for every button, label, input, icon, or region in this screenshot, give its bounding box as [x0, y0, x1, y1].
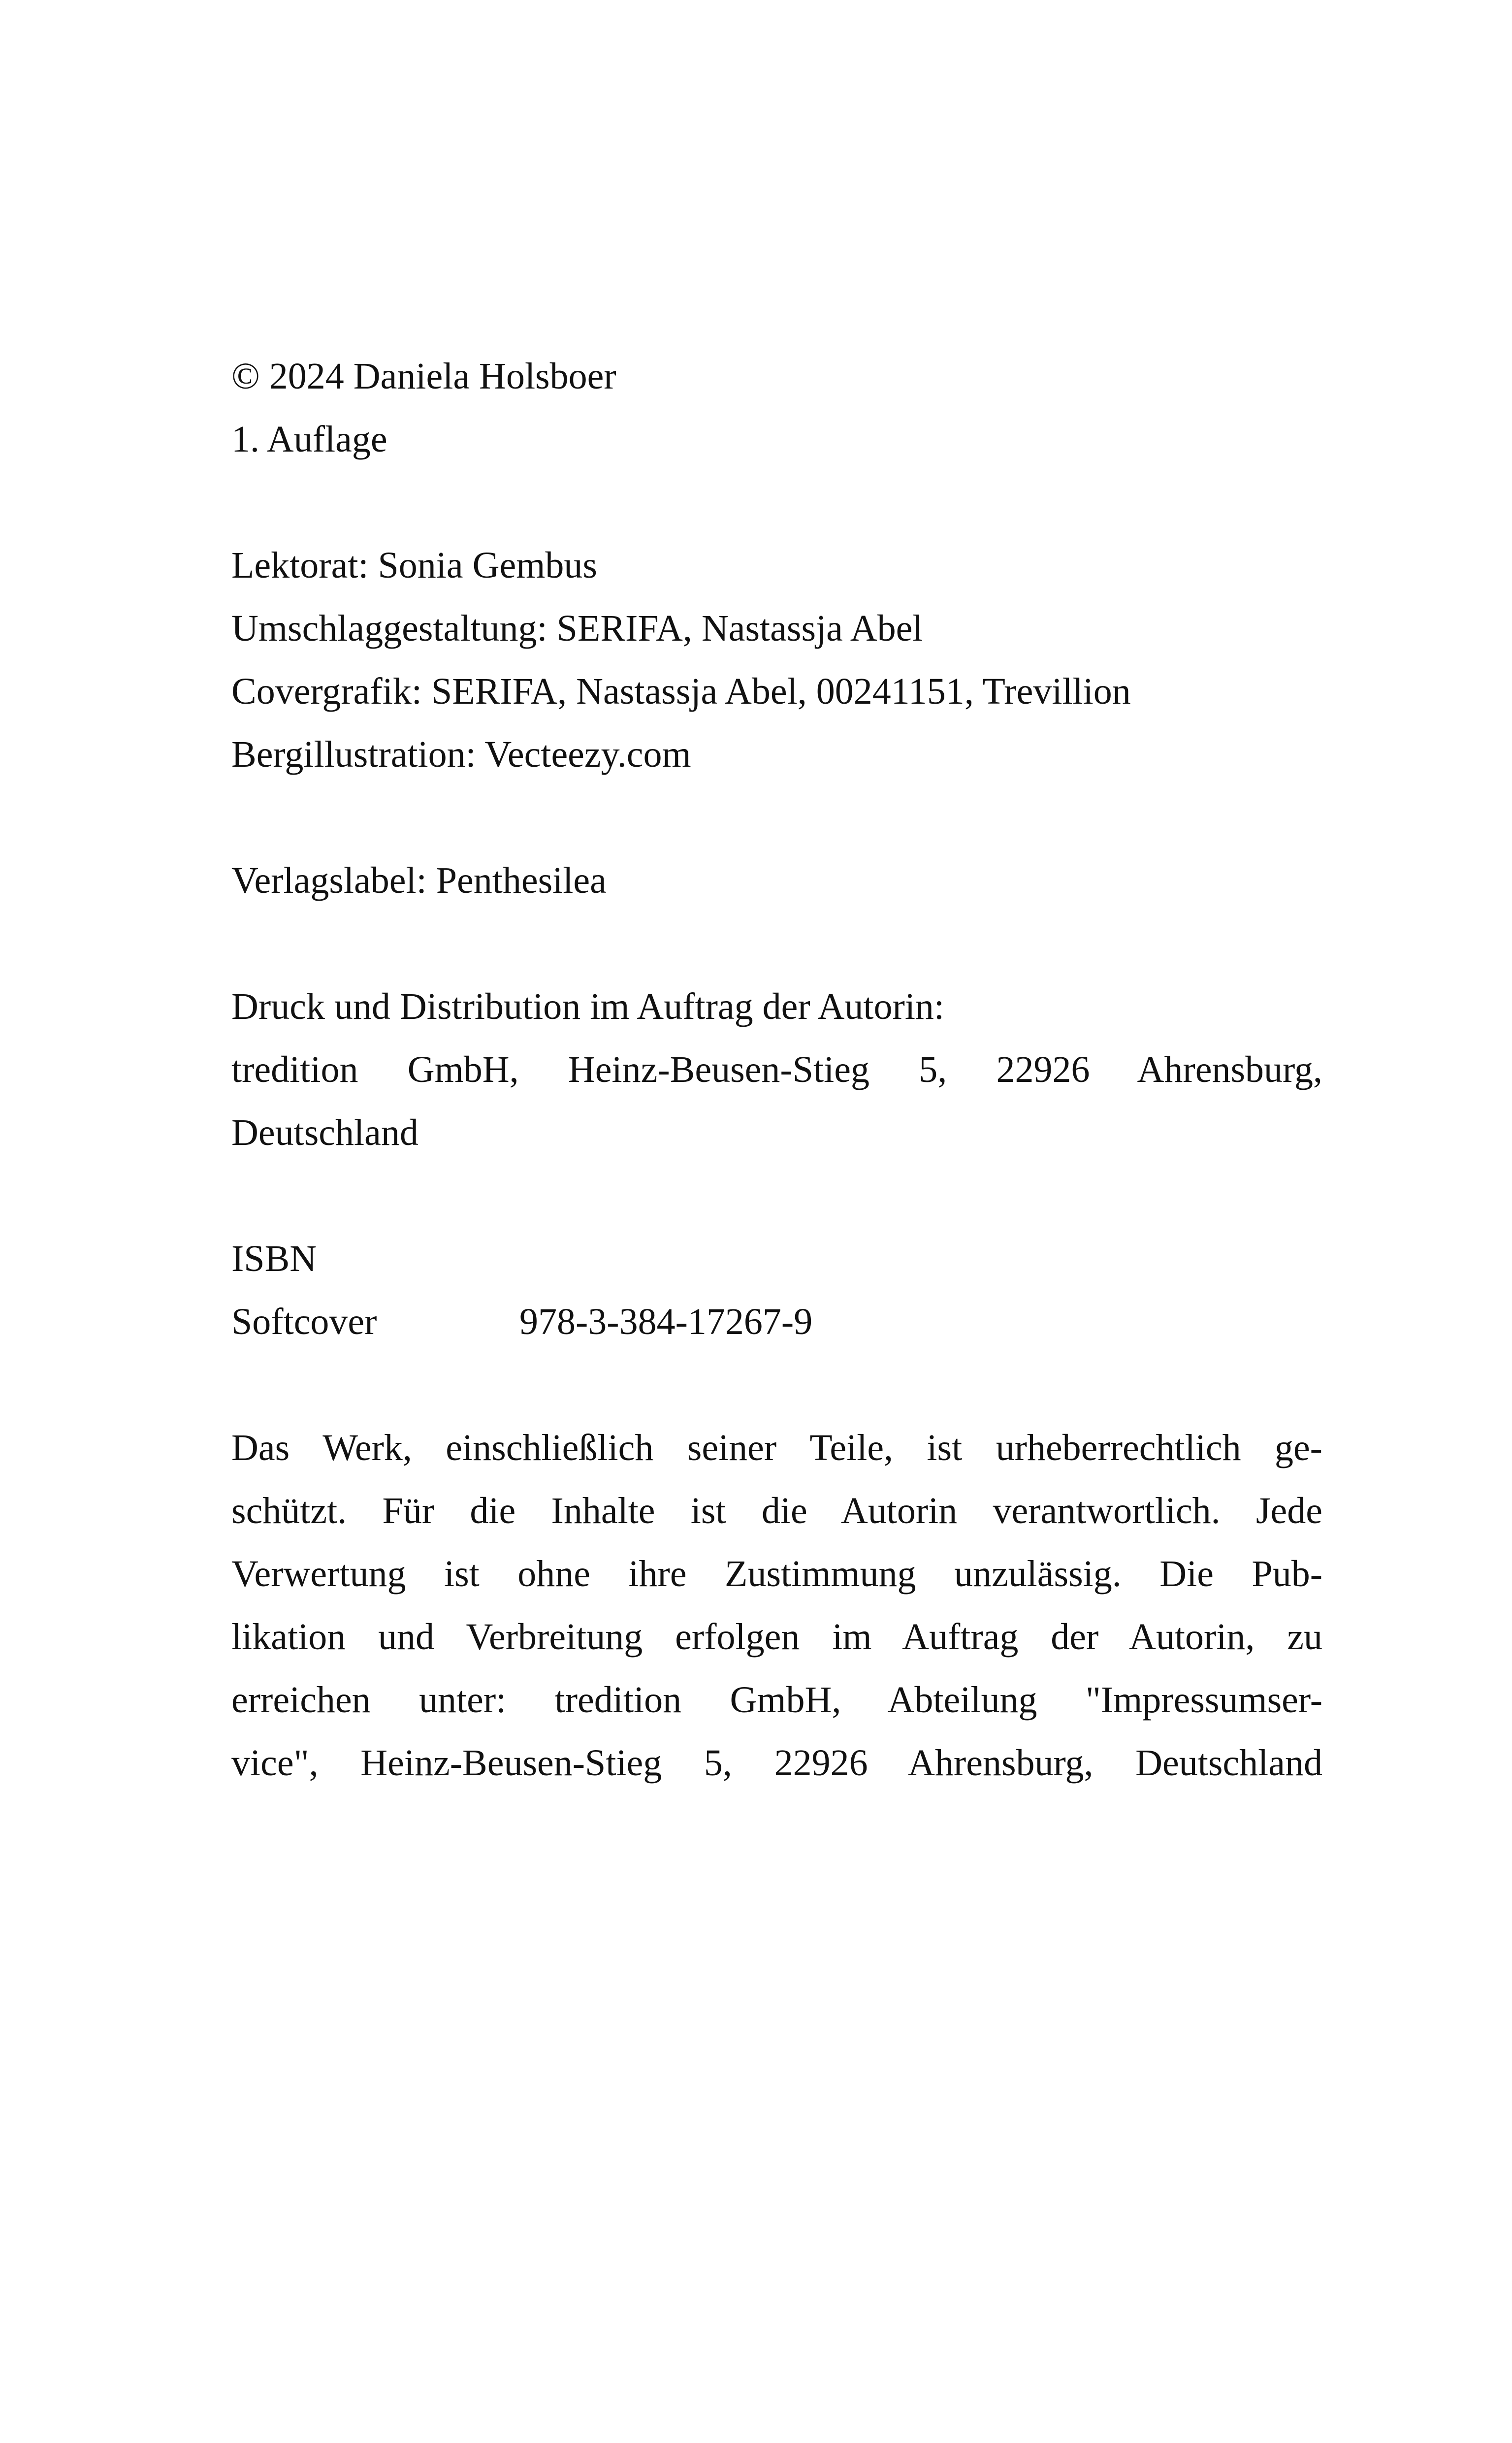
credit-line-bergillustration: Bergillustration: Vecteezy.com [231, 734, 691, 775]
isbn-block [231, 1227, 1322, 1353]
legal-paragraph-line: erreichen unter: tredition GmbH, Abteilung "Impressumser- [231, 1679, 1322, 1721]
publisher-label-block [231, 849, 1322, 912]
legal-paragraph-line: Verwertung ist ohne ihre Zustimmung unzulässig. Die Pub- [231, 1553, 1322, 1595]
isbn-number: 978-3-384-17267-9 [519, 1301, 813, 1342]
credits-block [231, 534, 1322, 786]
isbn-format-label: Softcover [231, 1301, 377, 1342]
print-distribution-heading: Druck und Distribution im Auftrag der Autorin: [231, 986, 945, 1027]
print-distribution-block [231, 975, 1322, 1164]
legal-paragraph-line: schützt. Für die Inhalte ist die Autorin verantwortlich. Jede [231, 1490, 1322, 1531]
legal-notice-block [231, 1416, 1322, 1794]
publisher-label-line: Verlagslabel: Penthesilea [231, 860, 607, 901]
copyright-block [231, 345, 1322, 471]
copyright-line: © 2024 Daniela Holsboer [231, 356, 616, 397]
credit-line-covergrafik: Covergrafik: SERIFA, Nastassja Abel, 00241151, Trevillion [231, 671, 1131, 712]
edition-line: 1. Auflage [231, 419, 387, 460]
isbn-row [231, 1290, 1322, 1353]
credit-line-umschlaggestaltung: Umschlaggestaltung: SERIFA, Nastassja Abel [231, 608, 923, 649]
isbn-heading: ISBN [231, 1238, 317, 1279]
credit-line-lektorat: Lektorat: Sonia Gembus [231, 545, 597, 586]
legal-paragraph-line: likation und Verbreitung erfolgen im Auftrag der Autorin, zu [231, 1616, 1322, 1658]
legal-paragraph-line: vice", Heinz-Beusen-Stieg 5, 22926 Ahrensburg, Deutschland [231, 1742, 1322, 1784]
print-distribution-line: Deutschland [231, 1112, 418, 1153]
legal-paragraph-line: Das Werk, einschließlich seiner Teile, ist urheberrechtlich ge- [231, 1427, 1322, 1468]
print-distribution-line: tredition GmbH, Heinz-Beusen-Stieg 5, 22926 Ahrensburg, [231, 1049, 1322, 1090]
